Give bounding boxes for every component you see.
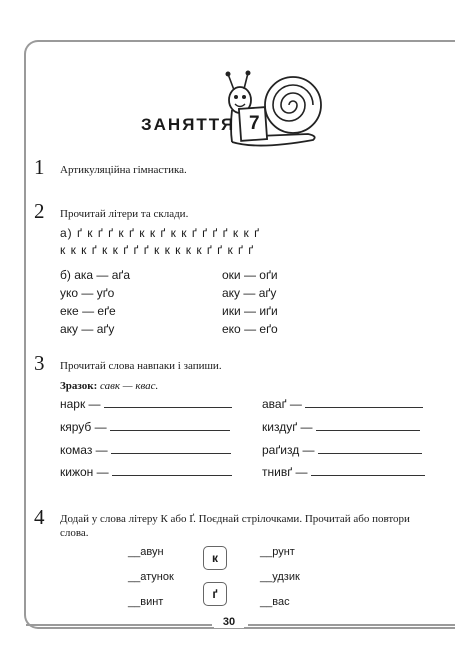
sample-label: Зразок:: [60, 380, 98, 392]
syllable-right-3: ики — иґи: [222, 304, 278, 318]
reverse-word-left-3: [60, 443, 231, 457]
syllable-right-1: оки — оґи: [222, 268, 278, 282]
reverse-word-left-2: [60, 420, 230, 434]
word-label: раґизд —: [262, 443, 315, 457]
letter-g-box[interactable]: ґ: [203, 582, 227, 606]
fill-word-left-3: __винт: [128, 596, 164, 608]
fill-word-left-1: __авун: [128, 546, 164, 558]
syllable-left-1: б) ака — аґа: [60, 268, 131, 282]
page-number: 30: [214, 616, 244, 628]
task2-text: Прочитай літери та склади.: [60, 208, 189, 220]
task4-text-line1: Додай у слова літеру К або Ґ. Поєднай стрілочками. Прочитай або повтори: [60, 513, 410, 525]
syllable-right-4: еко — еґо: [222, 322, 278, 336]
answer-line[interactable]: [316, 420, 420, 431]
word-label: киздуґ —: [262, 420, 313, 434]
reverse-word-right-4: [262, 465, 425, 479]
task2-letters-line2: к к к ґ к к ґ ґ ґ к к к к к ґ ґ к ґ ґ: [60, 243, 255, 257]
letter-k-box[interactable]: к: [203, 546, 227, 570]
lesson-number: 7: [249, 113, 260, 134]
footer-rule-right: [248, 624, 455, 626]
task3-number: 3: [34, 351, 45, 375]
snail-illustration: [218, 70, 328, 150]
sample-text: савк — квас.: [100, 380, 159, 392]
task2-number: 2: [34, 199, 45, 223]
reverse-word-right-2: [262, 420, 420, 434]
task4-text-line2: слова.: [60, 527, 89, 539]
reverse-word-right-3: [262, 443, 422, 457]
answer-line[interactable]: [111, 443, 231, 454]
word-label: нарк —: [60, 397, 101, 411]
task1-number: 1: [34, 155, 45, 179]
answer-line[interactable]: [112, 465, 232, 476]
task3-text: Прочитай слова навпаки і запиши.: [60, 360, 222, 372]
syllable-left-2: уко — уґо: [60, 286, 115, 300]
answer-line[interactable]: [104, 397, 232, 408]
task1-text: Артикуляційна гімнастика.: [60, 164, 187, 176]
lesson-title: ЗАНЯТТЯ: [141, 115, 236, 134]
reverse-word-right-1: [262, 397, 423, 411]
reverse-word-left-1: [60, 397, 232, 411]
footer-rule-left: [26, 624, 212, 626]
task3-sample: [60, 380, 158, 392]
task4-number: 4: [34, 505, 45, 529]
word-label: тнивґ —: [262, 465, 308, 479]
answer-line[interactable]: [318, 443, 422, 454]
fill-word-right-2: __удзик: [260, 571, 300, 583]
answer-line[interactable]: [305, 397, 423, 408]
word-label: комаз —: [60, 443, 108, 457]
word-label: аваґ —: [262, 397, 302, 411]
fill-word-right-3: __вас: [260, 596, 290, 608]
answer-line[interactable]: [311, 465, 425, 476]
fill-word-right-1: __рунт: [260, 546, 295, 558]
word-label: кяруб —: [60, 420, 107, 434]
task2-letters-line1: а) ґ к ґ ґ к ґ к к ґ к к ґ ґ ґ ґ к к ґ: [60, 226, 261, 240]
fill-word-left-2: __атунок: [128, 571, 174, 583]
answer-line[interactable]: [110, 420, 230, 431]
word-label: кижон —: [60, 465, 109, 479]
reverse-word-left-4: [60, 465, 232, 479]
syllable-left-4: аку — аґу: [60, 322, 115, 336]
syllable-left-3: еке — еґе: [60, 304, 116, 318]
syllable-right-2: аку — аґу: [222, 286, 277, 300]
